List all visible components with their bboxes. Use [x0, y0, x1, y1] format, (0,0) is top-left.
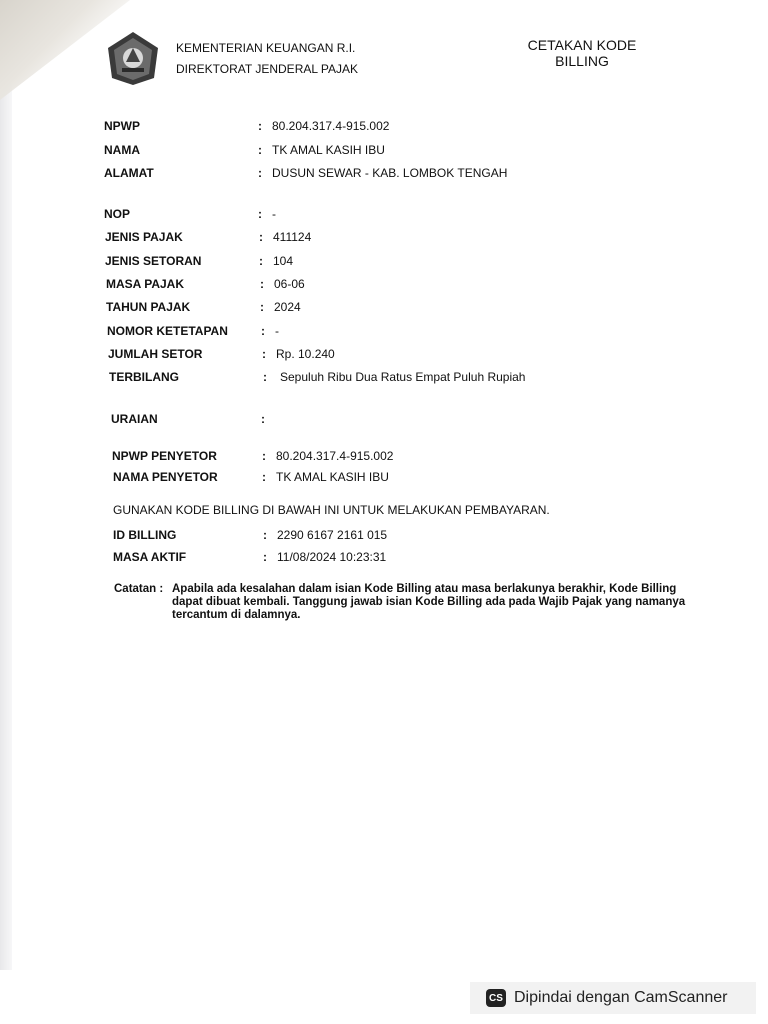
field-separator: : [261, 324, 265, 338]
field-value: 11/08/2024 10:23:31 [277, 550, 387, 564]
field-masa-aktif [113, 550, 386, 564]
field-value: - [272, 207, 276, 221]
field-label: MASA PAJAK [106, 277, 185, 291]
field-value: 104 [273, 254, 294, 268]
field-separator: : [263, 370, 267, 384]
field-value: Sepuluh Ribu Dua Ratus Empat Puluh Rupiah [280, 370, 526, 384]
field-separator: : [263, 550, 267, 564]
watermark-text: Dipindai dengan CamScanner [514, 989, 728, 1006]
field-label: JUMLAH SETOR [108, 347, 203, 361]
field-separator: : [261, 412, 265, 426]
title-line-2: BILLING [555, 53, 609, 69]
field-label: NAMA [104, 143, 140, 157]
note-label: Catatan : [114, 583, 164, 595]
field-value: TK AMAL KASIH IBU [276, 470, 389, 484]
field-uraian [111, 412, 275, 426]
field-label: NAMA PENYETOR [113, 470, 218, 484]
field-npwp-penyetor [112, 449, 393, 463]
note-text: Apabila ada kesalahan dalam isian Kode Billing atau masa berlakunya berakhir, Kode Billing dapat dibuat kembali. Tanggung jawab isian Kode Billing ada pada Wajib Pajak yang namanya tercantum di dalamnya. [172, 583, 686, 621]
note-block [114, 583, 714, 622]
org-line-2: DIREKTORAT JENDERAL PAJAK [176, 62, 359, 76]
field-value: 2024 [274, 300, 301, 314]
field-npwp [104, 119, 389, 133]
field-value: 06-06 [274, 277, 305, 291]
field-value: DUSUN SEWAR - KAB. LOMBOK TENGAH [272, 166, 508, 180]
field-separator: : [258, 119, 262, 133]
field-label: NOP [104, 207, 131, 221]
field-label: TERBILANG [109, 370, 179, 384]
field-separator: : [259, 254, 263, 268]
camscanner-watermark [470, 982, 756, 1014]
field-separator: : [260, 277, 264, 291]
field-nomor-ketetapan [107, 324, 279, 338]
field-separator: : [258, 207, 262, 221]
field-tahun-pajak [106, 300, 301, 314]
field-jumlah-setor [108, 347, 335, 361]
field-separator: : [263, 528, 267, 542]
field-label: MASA AKTIF [113, 550, 187, 564]
field-separator: : [262, 449, 266, 463]
field-label: JENIS PAJAK [105, 230, 183, 244]
field-label: URAIAN [111, 412, 158, 426]
field-value: Rp. 10.240 [276, 347, 335, 361]
field-alamat [104, 166, 507, 180]
field-separator: : [260, 300, 264, 314]
field-value: 80.204.317.4-915.002 [276, 449, 394, 463]
field-terbilang [109, 370, 525, 384]
ministry-logo-icon [104, 30, 162, 86]
field-label: NPWP [104, 119, 140, 133]
field-value: 80.204.317.4-915.002 [272, 119, 390, 133]
field-value: - [275, 324, 279, 338]
field-separator: : [258, 143, 262, 157]
field-label: TAHUN PAJAK [106, 300, 191, 314]
field-label: ID BILLING [113, 528, 177, 542]
document-title [500, 37, 664, 69]
field-label: JENIS SETORAN [105, 254, 202, 268]
title-line-1: CETAKAN KODE [527, 37, 637, 53]
field-value: 411124 [273, 230, 312, 244]
org-line-1: KEMENTERIAN KEUANGAN R.I. [176, 41, 356, 55]
field-value: 2290 6167 2161 015 [277, 528, 388, 542]
field-nop [104, 207, 276, 221]
payment-instruction: GUNAKAN KODE BILLING DI BAWAH INI UNTUK MELAKUKAN PEMBAYARAN. [113, 503, 550, 517]
scan-edge-shadow [0, 0, 12, 970]
field-masa-pajak [106, 277, 305, 291]
field-label: ALAMAT [104, 166, 154, 180]
field-jenis-pajak [105, 230, 311, 244]
field-label: NPWP PENYETOR [112, 449, 217, 463]
field-label: NOMOR KETETAPAN [107, 324, 228, 338]
field-nama-penyetor [113, 470, 389, 484]
field-nama [104, 143, 385, 157]
field-separator: : [262, 470, 266, 484]
field-jenis-setoran [105, 254, 293, 268]
field-separator: : [258, 166, 262, 180]
field-id-billing [113, 528, 387, 542]
field-separator: : [259, 230, 263, 244]
field-separator: : [262, 347, 266, 361]
field-value: TK AMAL KASIH IBU [272, 143, 385, 157]
organization-block [176, 38, 358, 80]
camscanner-icon: CS [486, 989, 506, 1007]
